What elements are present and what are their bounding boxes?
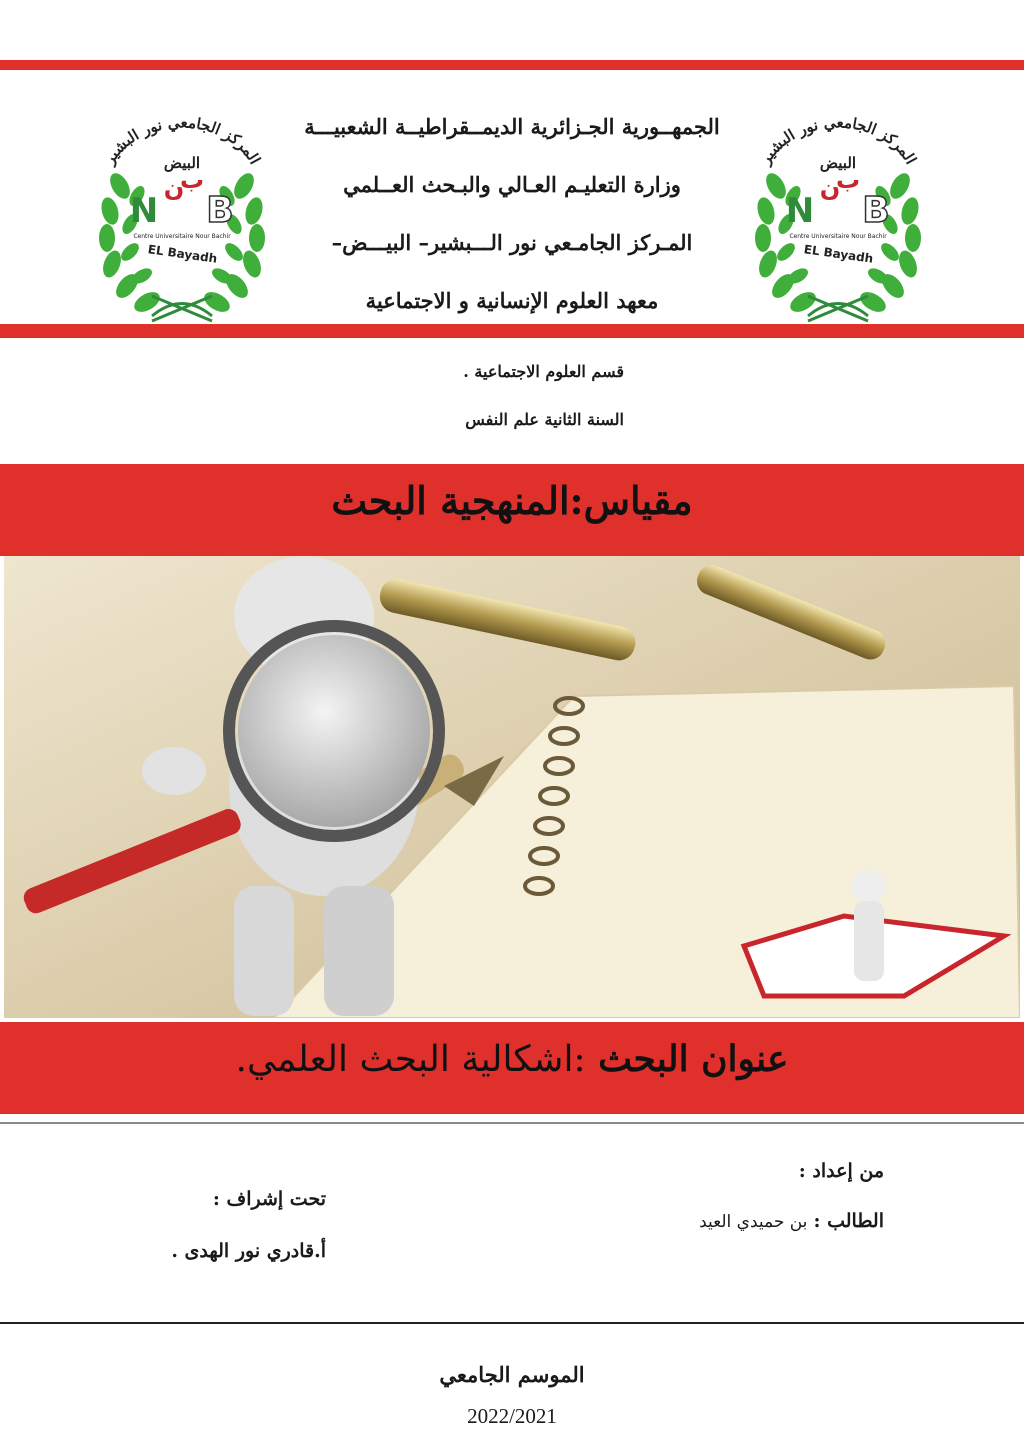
student-label: الطالب : — [813, 1210, 884, 1232]
svg-text:المركز الجامعي نور البشير: المركز الجامعي نور البشير — [100, 113, 264, 168]
research-title — [0, 1038, 1024, 1080]
svg-text:Centre Universitaire Nour Bach: Centre Universitaire Nour Bachir — [789, 233, 887, 240]
supervisor-name: أ.قادري نور الهدى . — [171, 1240, 326, 1262]
logo-right — [738, 96, 938, 326]
svg-text:B: B — [206, 190, 234, 231]
footer-rule — [0, 1322, 1024, 1324]
student-line — [699, 1210, 884, 1232]
prepared-by-heading: من إعداد : — [798, 1160, 884, 1182]
logo-left — [82, 96, 282, 326]
svg-text:ب: ب — [835, 166, 861, 194]
student-name: بن حميدي العيد — [699, 1212, 808, 1232]
university-logo-icon — [82, 96, 282, 326]
season-label: الموسم الجامعي — [439, 1362, 585, 1387]
svg-text:Centre Universitaire Nour Bach: Centre Universitaire Nour Bachir — [133, 233, 231, 240]
svg-text:المركز الجامعي نور البشير: المركز الجامعي نور البشير — [756, 113, 920, 168]
svg-text:EL Bayadh: EL Bayadh — [802, 242, 875, 266]
header-center: المـركز الجامـعي نور الـــبشير– البيـــض– — [331, 230, 693, 255]
svg-text:ن: ن — [163, 174, 185, 202]
module-title: مقياس:المنهجية البحث — [331, 478, 693, 523]
svg-text:ب: ب — [179, 166, 205, 194]
header-institute: معهد العلوم الإنسانية و الاجتماعية — [365, 288, 659, 313]
header-bottom-red-rule — [0, 324, 1024, 338]
header-ministry: وزارة التعليـم العـالي والبـحث العــلمي — [343, 172, 681, 197]
svg-text:ن: ن — [819, 174, 841, 202]
svg-text:EL Bayadh: EL Bayadh — [146, 242, 219, 266]
svg-text:البيض: البيض — [819, 154, 857, 172]
top-red-rule — [0, 60, 1024, 70]
year-line: السنة الثانية علم النفس — [465, 410, 624, 429]
university-logo-icon — [738, 96, 938, 326]
supervision-heading: تحت إشراف : — [212, 1188, 326, 1210]
svg-text:N: N — [129, 191, 159, 231]
header-republic: الجمهــورية الجـزائرية الديمــقراطيــة الشعبيـــة — [304, 114, 720, 139]
svg-text:البيض: البيض — [163, 154, 201, 172]
research-magnifier-illustration-icon — [4, 556, 1020, 1018]
research-rule — [0, 1122, 1024, 1124]
department-line: قسم العلوم الاجتماعية . — [463, 362, 624, 381]
research-title-label: عنوان البحث — [598, 1038, 789, 1080]
season-years: 2022/2021 — [467, 1404, 557, 1428]
svg-text:N: N — [785, 191, 815, 231]
cover-illustration — [4, 556, 1020, 1018]
svg-text:B: B — [862, 190, 890, 231]
research-title-value: :اشكالية البحث العلمي. — [235, 1039, 586, 1080]
